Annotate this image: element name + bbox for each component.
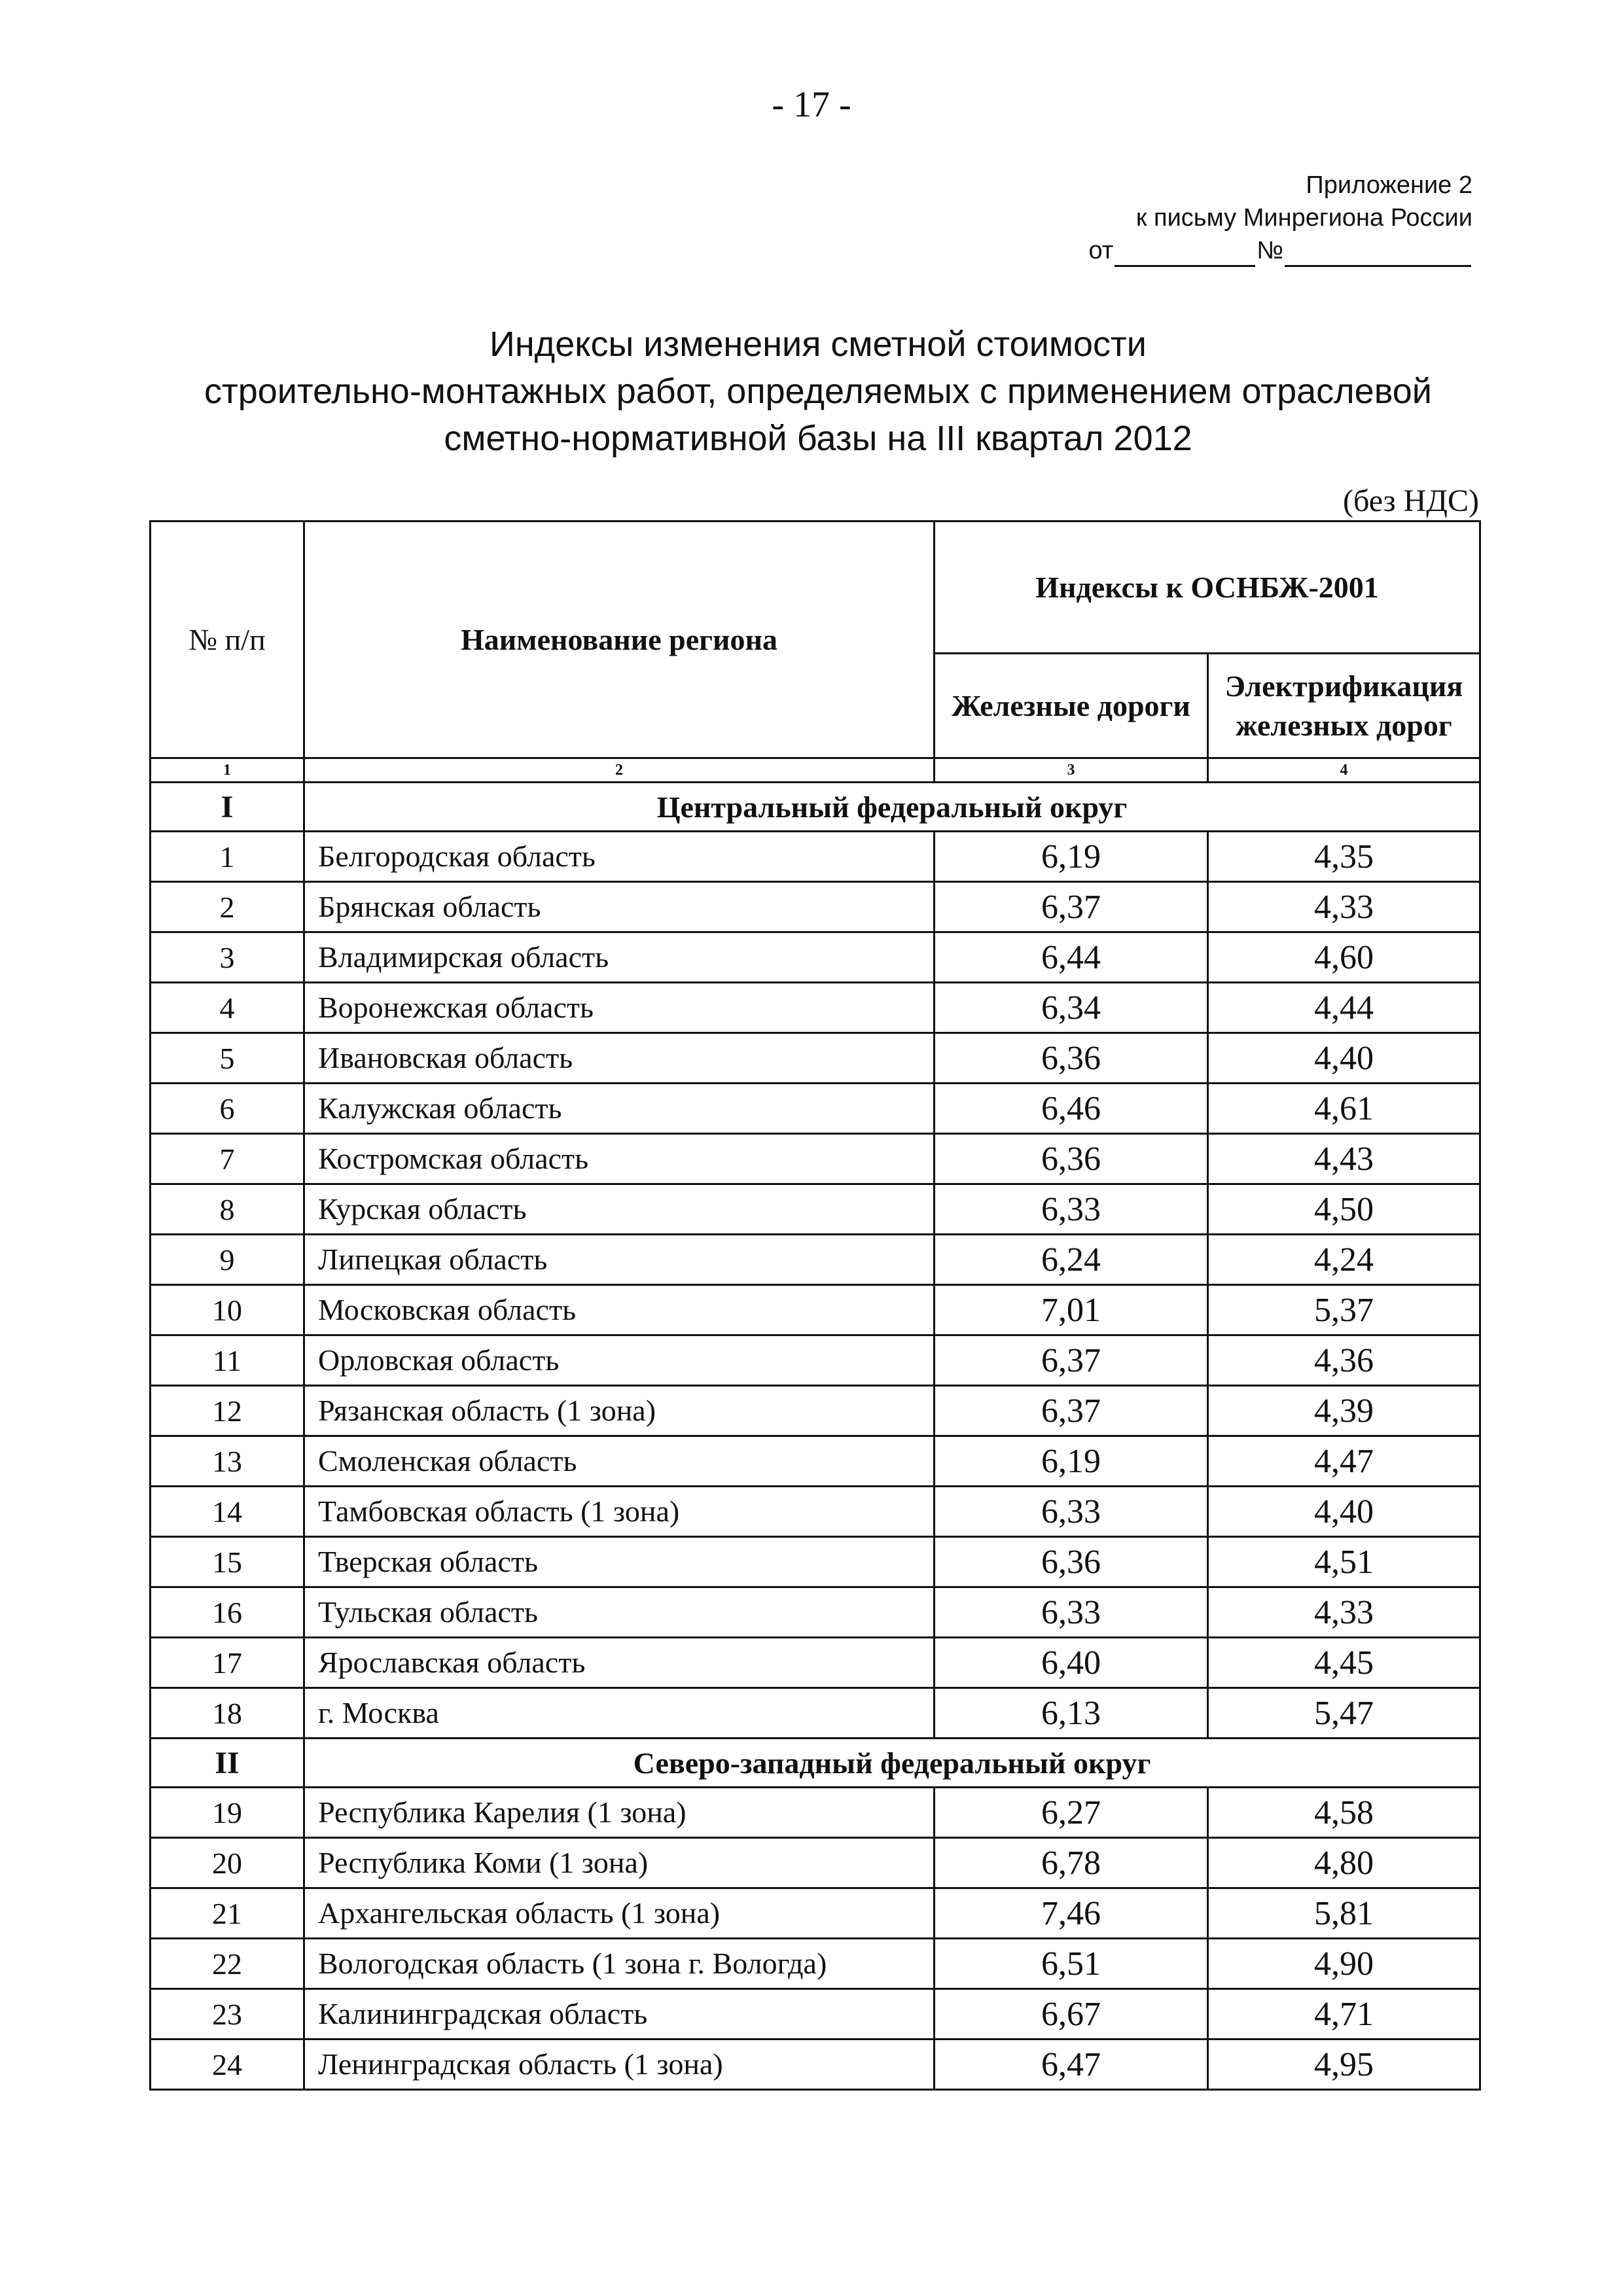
region-name: Калужская область bbox=[304, 1084, 935, 1134]
table-row bbox=[151, 1487, 1480, 1537]
document-title bbox=[151, 321, 1486, 462]
region-name: Вологодская область (1 зона г. Вологда) bbox=[304, 1939, 935, 1989]
table-row bbox=[151, 1386, 1480, 1436]
region-name: Смоленская область bbox=[304, 1436, 935, 1487]
electrification-index: 4,90 bbox=[1208, 1939, 1480, 1989]
row-number: 1 bbox=[151, 832, 304, 882]
row-number: 17 bbox=[151, 1638, 304, 1688]
appendix-header bbox=[1021, 169, 1472, 267]
table-row bbox=[151, 1638, 1480, 1688]
electrification-index: 4,71 bbox=[1208, 1989, 1480, 2040]
electrification-index: 5,37 bbox=[1208, 1285, 1480, 1335]
electrification-index: 4,45 bbox=[1208, 1638, 1480, 1688]
header-electrification: Электрификация железных дорог bbox=[1208, 654, 1480, 758]
title-line-2: строительно-монтажных работ, определяемых с применением отраслевой bbox=[204, 372, 1432, 411]
row-number: 11 bbox=[151, 1335, 304, 1386]
railway-index: 6,67 bbox=[935, 1989, 1208, 2040]
electrification-index: 4,47 bbox=[1208, 1436, 1480, 1487]
region-name: Республика Коми (1 зона) bbox=[304, 1838, 935, 1888]
appendix-date-number-line bbox=[1021, 234, 1472, 267]
section-roman-number: I bbox=[151, 783, 304, 832]
header-railways: Железные дороги bbox=[935, 654, 1208, 758]
row-number: 13 bbox=[151, 1436, 304, 1487]
region-name: Московская область bbox=[304, 1285, 935, 1335]
table-row bbox=[151, 1537, 1480, 1587]
column-number: 4 bbox=[1208, 758, 1480, 783]
row-number: 24 bbox=[151, 2040, 304, 2090]
railway-index: 6,33 bbox=[935, 1184, 1208, 1235]
number-label: № bbox=[1257, 237, 1283, 264]
page-number: - 17 - bbox=[772, 84, 851, 125]
electrification-index: 5,81 bbox=[1208, 1888, 1480, 1939]
region-name: Липецкая область bbox=[304, 1235, 935, 1285]
appendix-letter-ref: к письму Минрегиона России bbox=[1135, 204, 1472, 232]
electrification-index: 4,50 bbox=[1208, 1184, 1480, 1235]
electrification-index: 4,36 bbox=[1208, 1335, 1480, 1386]
region-name: Воронежская область bbox=[304, 983, 935, 1033]
row-number: 4 bbox=[151, 983, 304, 1033]
row-number: 2 bbox=[151, 882, 304, 932]
electrification-index: 4,44 bbox=[1208, 983, 1480, 1033]
table-row bbox=[151, 1939, 1480, 1989]
region-name: Ленинградская область (1 зона) bbox=[304, 2040, 935, 2090]
region-name: Тверская область bbox=[304, 1537, 935, 1587]
region-name: Архангельская область (1 зона) bbox=[304, 1888, 935, 1939]
table-row bbox=[151, 2040, 1480, 2090]
date-blank bbox=[1115, 241, 1255, 267]
from-label: от bbox=[1088, 237, 1114, 264]
railway-index: 6,44 bbox=[935, 932, 1208, 983]
railway-index: 6,40 bbox=[935, 1638, 1208, 1688]
railway-index: 6,33 bbox=[935, 1587, 1208, 1638]
section-roman-number: II bbox=[151, 1739, 304, 1788]
column-number: 3 bbox=[935, 758, 1208, 783]
region-name: Ярославская область bbox=[304, 1638, 935, 1688]
electrification-index: 4,33 bbox=[1208, 882, 1480, 932]
table-row bbox=[151, 1134, 1480, 1184]
title-line-1: Индексы изменения сметной стоимости bbox=[490, 325, 1147, 364]
electrification-index: 4,39 bbox=[1208, 1386, 1480, 1436]
row-number: 23 bbox=[151, 1989, 304, 2040]
railway-index: 6,36 bbox=[935, 1134, 1208, 1184]
railway-index: 6,24 bbox=[935, 1235, 1208, 1285]
row-number: 16 bbox=[151, 1587, 304, 1638]
table-row bbox=[151, 1688, 1480, 1739]
railway-index: 6,37 bbox=[935, 882, 1208, 932]
railway-index: 6,19 bbox=[935, 832, 1208, 882]
table-row bbox=[151, 1989, 1480, 2040]
railway-index: 6,19 bbox=[935, 1436, 1208, 1487]
region-name: Костромская область bbox=[304, 1134, 935, 1184]
railway-index: 7,01 bbox=[935, 1285, 1208, 1335]
region-name: Тульская область bbox=[304, 1587, 935, 1638]
row-number: 19 bbox=[151, 1788, 304, 1838]
table-row bbox=[151, 1084, 1480, 1134]
table-row bbox=[151, 932, 1480, 983]
railway-index: 6,51 bbox=[935, 1939, 1208, 1989]
electrification-index: 4,80 bbox=[1208, 1838, 1480, 1888]
header-index-group: Индексы к ОСНБЖ-2001 bbox=[935, 521, 1480, 654]
table-row bbox=[151, 1335, 1480, 1386]
table-row bbox=[151, 832, 1480, 882]
row-number: 20 bbox=[151, 1838, 304, 1888]
row-number: 21 bbox=[151, 1888, 304, 1939]
indices-table bbox=[149, 520, 1481, 2091]
railway-index: 6,27 bbox=[935, 1788, 1208, 1838]
electrification-index: 4,24 bbox=[1208, 1235, 1480, 1285]
table-row bbox=[151, 1285, 1480, 1335]
table-row bbox=[151, 1788, 1480, 1838]
region-name: Республика Карелия (1 зона) bbox=[304, 1788, 935, 1838]
table-row bbox=[151, 1838, 1480, 1888]
railway-index: 6,37 bbox=[935, 1335, 1208, 1386]
row-number: 7 bbox=[151, 1134, 304, 1184]
row-number: 12 bbox=[151, 1386, 304, 1436]
region-name: Ивановская область bbox=[304, 1033, 935, 1084]
section-district-name: Северо-западный федеральный округ bbox=[304, 1739, 1480, 1788]
table-row bbox=[151, 1888, 1480, 1939]
railway-index: 6,47 bbox=[935, 2040, 1208, 2090]
region-name: Белгородская область bbox=[304, 832, 935, 882]
table-row bbox=[151, 1587, 1480, 1638]
section-row bbox=[151, 1739, 1480, 1788]
region-name: Владимирская область bbox=[304, 932, 935, 983]
table-body bbox=[151, 783, 1480, 2090]
row-number: 14 bbox=[151, 1487, 304, 1537]
electrification-index: 4,40 bbox=[1208, 1033, 1480, 1084]
railway-index: 6,34 bbox=[935, 983, 1208, 1033]
railway-index: 6,78 bbox=[935, 1838, 1208, 1888]
row-number: 22 bbox=[151, 1939, 304, 1989]
row-number: 18 bbox=[151, 1688, 304, 1739]
region-name: Курская область bbox=[304, 1184, 935, 1235]
row-number: 9 bbox=[151, 1235, 304, 1285]
electrification-index: 4,33 bbox=[1208, 1587, 1480, 1638]
region-name: Калининградская область bbox=[304, 1989, 935, 2040]
railway-index: 6,36 bbox=[935, 1033, 1208, 1084]
vat-note: (без НДС) bbox=[1342, 484, 1479, 518]
row-number: 6 bbox=[151, 1084, 304, 1134]
row-number: 8 bbox=[151, 1184, 304, 1235]
electrification-index: 4,58 bbox=[1208, 1788, 1480, 1838]
row-number: 5 bbox=[151, 1033, 304, 1084]
railway-index: 6,33 bbox=[935, 1487, 1208, 1537]
number-blank bbox=[1285, 241, 1471, 267]
table-row bbox=[151, 1436, 1480, 1487]
column-number: 1 bbox=[151, 758, 304, 783]
table-row bbox=[151, 1235, 1480, 1285]
region-name: Орловская область bbox=[304, 1335, 935, 1386]
railway-index: 6,36 bbox=[935, 1537, 1208, 1587]
header-num: № п/п bbox=[151, 521, 304, 758]
railway-index: 6,13 bbox=[935, 1688, 1208, 1739]
row-number: 3 bbox=[151, 932, 304, 983]
header-region: Наименование региона bbox=[304, 521, 935, 758]
column-number: 2 bbox=[304, 758, 935, 783]
table-row bbox=[151, 1184, 1480, 1235]
electrification-index: 4,43 bbox=[1208, 1134, 1480, 1184]
electrification-index: 4,35 bbox=[1208, 832, 1480, 882]
region-name: Тамбовская область (1 зона) bbox=[304, 1487, 935, 1537]
table-row bbox=[151, 983, 1480, 1033]
row-number: 15 bbox=[151, 1537, 304, 1587]
column-number-row bbox=[151, 758, 1480, 783]
table-row bbox=[151, 882, 1480, 932]
title-line-3: сметно-нормативной базы на III квартал 2012 bbox=[444, 419, 1192, 458]
electrification-index: 4,60 bbox=[1208, 932, 1480, 983]
railway-index: 7,46 bbox=[935, 1888, 1208, 1939]
row-number: 10 bbox=[151, 1285, 304, 1335]
region-name: г. Москва bbox=[304, 1688, 935, 1739]
electrification-index: 4,95 bbox=[1208, 2040, 1480, 2090]
electrification-index: 4,40 bbox=[1208, 1487, 1480, 1537]
table-row bbox=[151, 1033, 1480, 1084]
appendix-title: Приложение 2 bbox=[1306, 171, 1472, 199]
electrification-index: 4,51 bbox=[1208, 1537, 1480, 1587]
railway-index: 6,46 bbox=[935, 1084, 1208, 1134]
section-row bbox=[151, 783, 1480, 832]
railway-index: 6,37 bbox=[935, 1386, 1208, 1436]
region-name: Брянская область bbox=[304, 882, 935, 932]
electrification-index: 4,61 bbox=[1208, 1084, 1480, 1134]
region-name: Рязанская область (1 зона) bbox=[304, 1386, 935, 1436]
electrification-index: 5,47 bbox=[1208, 1688, 1480, 1739]
section-district-name: Центральный федеральный округ bbox=[304, 783, 1480, 832]
